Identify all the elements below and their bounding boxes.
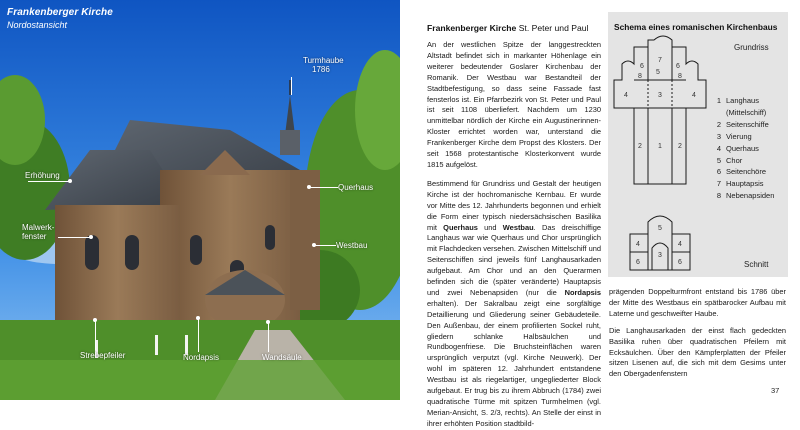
article-heading: [427, 23, 601, 34]
callout-dot-malwerk: [89, 235, 93, 239]
callout-strebepfeiler: Strebepfeiler: [80, 351, 126, 360]
callout-dot-wandsaeule: [266, 320, 270, 324]
plan-number-8a: 8: [638, 73, 642, 80]
section-number-6b: 6: [678, 259, 682, 266]
legend-item-5: 5 Chor: [716, 155, 743, 165]
callout-nordapsis: Nordapsis: [183, 353, 220, 362]
callout-line-malwerk: [58, 237, 91, 238]
legend-item-7: 7 Hauptapsis: [716, 179, 764, 189]
callout-dot-erhoehung: [68, 179, 72, 183]
continuation-column: [609, 287, 786, 380]
callout-line-querhaus: [310, 187, 338, 188]
section-number-4b: 4: [678, 241, 682, 248]
callout-wandsaeule: Wandsäule: [262, 353, 302, 362]
plan-number-2b: 2: [678, 143, 682, 150]
callout-malwerk: Malwerk- fenster: [22, 223, 55, 241]
callout-line-wandsaeule: [268, 322, 269, 352]
callout-line-westbau: [315, 245, 336, 246]
plan-number-1: 1: [658, 143, 662, 150]
term-westbau: Westbau: [502, 222, 534, 232]
article-heading-rest: St. Peter und Paul: [516, 23, 589, 33]
article-column: [427, 23, 601, 430]
callout-dot-querhaus: [307, 185, 311, 189]
plan-number-2a: 2: [638, 143, 642, 150]
schema-legend: [712, 95, 788, 202]
photo-subtitle: Nordostansicht: [7, 20, 68, 30]
photo-title: Frankenberger Kirche: [7, 7, 113, 18]
plan-number-7: 7: [658, 57, 662, 64]
article-paragraph-1: An der westlichen Spitze der langgestreckten Altstadt befindet sich in markanter Höhenlage ein weiterer bedeutender Goslarer Kirchenbau der Romanik. Der Westbau war Bestandteil der Stadtbefestigung, so dass seine Fassade fast fensterlos ist. Ein Pfarrbezirk von St. Peter und Paul ist seit 1108 überliefert. Nachdem um 1230 unmittelbar nördlich der Kirche ein Augustinerinnen-Kloster errichtet worden war, unterstand die Frankenberger Kirche dem Propst des Klosters. Der seit 1568 protestantische Klosterkonvent wurde 1815 aufgelöst.: [427, 40, 601, 169]
section-number-3: 3: [658, 252, 662, 259]
grundriss-label: Grundriss: [734, 43, 769, 52]
callout-line-erhoehung: [28, 181, 70, 182]
section-number-6a: 6: [636, 259, 640, 266]
callout-dot-strebepfeiler: [93, 318, 97, 322]
callout-dot-nordapsis: [196, 316, 200, 320]
plan-number-8b: 8: [678, 73, 682, 80]
callout-querhaus: Querhaus: [338, 183, 374, 192]
plan-number-5: 5: [656, 69, 660, 76]
schema-box: [608, 12, 788, 277]
callout-turmhaube: Turmhaube 1786: [303, 56, 344, 74]
callout-line-turmhaube: [291, 77, 292, 95]
continuation-paragraph-2: Die Langhausarkaden der einst flach gedeckten Basilika ruhen über quadratischen Pfeilern mit Ecksäulchen. Über den Kämpferplatten der Pfeiler sitzen Lisenen auf, die sich mit dem Gesims unter den Obergadenfenstern: [609, 325, 786, 379]
plan-number-6a: 6: [640, 63, 644, 70]
plan-number-6b: 6: [676, 63, 680, 70]
plan-number-4a: 4: [624, 92, 628, 99]
legend-item-1-sub: (Mittelschiff): [726, 107, 767, 117]
legend-item-2: 2 Seitenschiffe: [716, 119, 769, 129]
callout-dot-westbau: [312, 243, 316, 247]
term-querhaus: Querhaus: [443, 222, 478, 232]
legend-item-6: 6 Seitenchöre: [716, 167, 767, 177]
legend-item-1: 1 Langhaus: [716, 96, 759, 105]
article-heading-bold: Frankenberger Kirche: [427, 23, 517, 33]
page-number: 37: [771, 386, 780, 395]
article-paragraph-2: Bestimmend für Grundriss und Gestalt der heutigen Kirche ist der hochromanische Kernbau. Er wurde vor Mitte des 12. Jahrhunderts begonnen und erhielt die Form einer typisch niedersächsischen Basilika mit Querhaus und Westbau. Das dreischiffige Langhaus war wie Querhaus und Chor ursprünglich mit Flachdecken versehen. Zwischen Mittelschiff und Seitenschiffen sind jeweils fünf Langhausarkaden aufgebaut. Am Chor und an den Querarmen befinden sich die (später veränderte) Hauptapsis und zwei Nebenapsiden (nur die Nordapsis erhalten). Der Sakralbau zeigt eine sorgfältige Detaillierung und Gliederung seiner Gebäudeteile. Den Außenbau, der einem profilierten Sockel ruht, gliedern schlanke Halbsäulchen und Rundbogenfriese. Die Bruchsteinflächen waren ursprünglich verputzt (vgl. Kirche Neuwerk). Der wohl im späteren 12. Jahrhundert entstandene Westbau ist als riegelartiger, ungegliederter Block aufgebaut. Er trug bis zu ihrem Abbruch (1784) zwei quadratische Türme mit spitzen Turmhelmen (vgl. Merian-Ansicht, S. 2/3, rechts). An Stelle der einst in ihrer erhöhten Position stadtbild-: [427, 178, 601, 428]
schema-title: Schema eines romanischen Kirchenbaus: [614, 22, 778, 32]
plan-number-3: 3: [658, 92, 662, 99]
legend-item-8: 8 Nebenapsiden: [716, 191, 775, 201]
plan-number-4b: 4: [692, 92, 696, 99]
callout-line-strebepfeiler: [95, 320, 96, 350]
legend-item-3: 3 Vierung: [716, 131, 752, 141]
callout-line-nordapsis: [198, 318, 199, 352]
callout-westbau: Westbau: [336, 241, 368, 250]
term-nordapsis: Nordapsis: [564, 287, 601, 297]
church-photo: [0, 0, 400, 400]
legend-item-4: 4 Querhaus: [716, 143, 759, 153]
section-number-4a: 4: [636, 241, 640, 248]
callout-erhoehung: Erhöhung: [25, 171, 60, 180]
section-number-5: 5: [658, 225, 662, 232]
schnitt-label: Schnitt: [744, 260, 769, 269]
continuation-paragraph-1: prägenden Doppelturmfront entstand bis 1786 über der Mitte des Westbaus ein spätbarocker Aufbau mit Laterne und geschweifter Haube.: [609, 287, 786, 318]
